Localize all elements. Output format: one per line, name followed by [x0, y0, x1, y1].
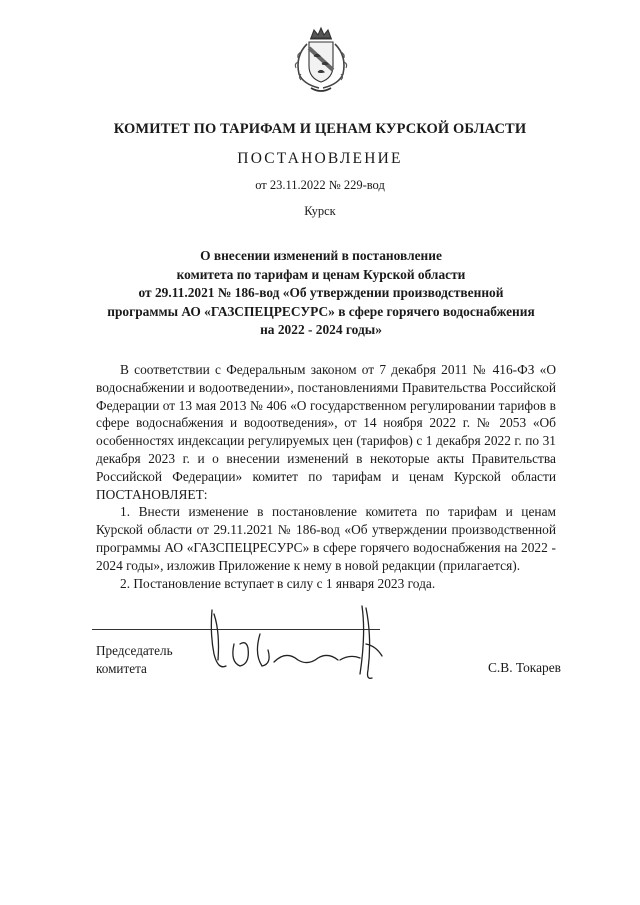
document-date-number: от 23.11.2022 № 229-вод — [255, 178, 385, 192]
signer-position-line: Председатель — [96, 643, 173, 658]
signer-position — [96, 642, 173, 677]
title-line: О внесении изменений в постановление — [200, 248, 442, 263]
body-paragraph-item-2: 2. Постановление вступает в силу с 1 января 2023 года. — [120, 575, 436, 591]
kursk-coat-of-arms-icon — [289, 26, 353, 96]
title-line: комитета по тарифам и ценам Курской области — [176, 266, 466, 282]
body-paragraph-preamble: В соответствии с Федеральным законом от 7 декабря 2011 № 416-ФЗ «О водоснабжении и водоотведении», постановлениями Правительства Российской Федерации от 13 мая 2013 № 406 «О государственном регулировании тарифов в сфере водоснабжения и водоотведения», от 14 ноября 2022 г. № 2053 «Об особенностях индексации регулируемых цен (тарифов) с 1 декабря 2022 г. по 31 декабря 2023 г. и о внесении изменений в некоторые акты Правительства Российской Федерации» комитет по тарифам и ценам Курской области ПОСТАНОВЛЯЕТ: — [96, 362, 556, 502]
title-line: программы АО «ГАЗСПЕЦРЕСУРС» в сфере горячего водоснабжения — [107, 303, 535, 319]
body-paragraph-item-1: 1. Внести изменение в постановление комитета по тарифам и ценам Курской области от 29.11.2021 № 186-вод «Об утверждении производственной программы АО «ГАЗСПЕЦРЕСУРС» в сфере горячего водоснабжения на 2022 - 2024 годы», изложив Приложение к нему в новой редакции (прилагается). — [96, 504, 556, 573]
document-body — [96, 361, 556, 592]
handwritten-signature-icon — [190, 604, 390, 684]
signer-position-line: комитета — [96, 660, 147, 676]
document-city: Курск — [304, 204, 336, 218]
organization-name: КОМИТЕТ ПО ТАРИФАМ И ЦЕНАМ КУРСКОЙ ОБЛАСТИ — [113, 121, 527, 137]
signer-name: С.В. Токарев — [488, 660, 561, 675]
title-line: от 29.11.2021 № 186-вод «Об утверждении производственной — [138, 285, 504, 301]
title-line: на 2022 - 2024 годы» — [260, 322, 382, 338]
document-title — [80, 247, 562, 340]
document-type: ПОСТАНОВЛЕНИЕ — [237, 150, 403, 167]
